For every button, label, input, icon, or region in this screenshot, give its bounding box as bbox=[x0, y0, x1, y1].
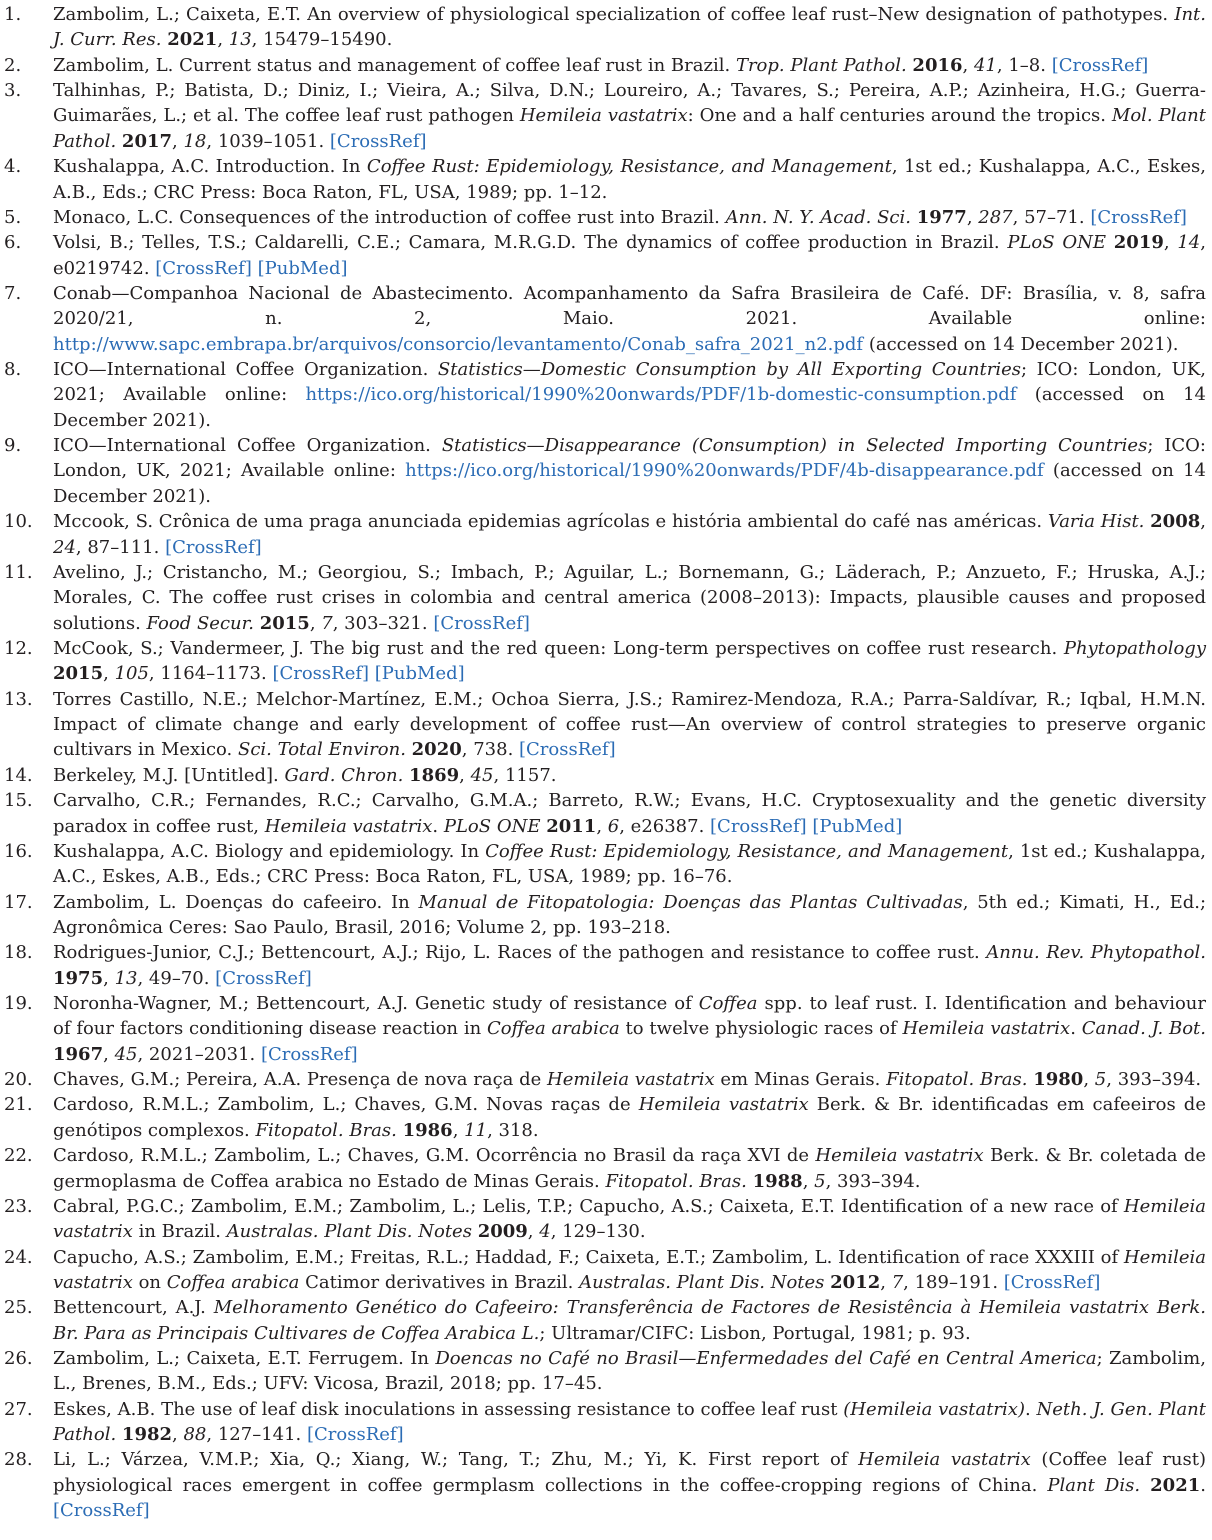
reference-text-segment: Carvalho, C.R.; Fernandes, R.C.; Carvalho, G.M.A.; Barreto, R.W.; Evans, H.C. Cryptosexuality and the genetic diversity paradox in coffee rust, bbox=[53, 790, 1206, 837]
italic-text: 105 bbox=[114, 663, 149, 685]
reference-item bbox=[0, 154, 1212, 205]
italic-text: Coffea arabica bbox=[487, 1018, 620, 1040]
italic-text: 18 bbox=[183, 130, 207, 152]
year-text: 2015 bbox=[53, 663, 104, 685]
reference-item bbox=[0, 1092, 1212, 1143]
reference-number: 23. bbox=[4, 1195, 33, 1217]
italic-text: 14 bbox=[1177, 232, 1201, 254]
year-text: 1986 bbox=[402, 1119, 453, 1141]
reference-text-segment: Berk. & Br. identificadas em cafeeiros de genótipos complexos. bbox=[53, 1094, 1206, 1141]
crossref-link[interactable]: [CrossRef] bbox=[165, 536, 262, 558]
italic-text: Doencas no Café no Brasil—Enfermedades del Café en Central America bbox=[435, 1348, 1097, 1370]
reference-number: 12. bbox=[4, 637, 33, 659]
reference-item bbox=[0, 1194, 1212, 1245]
reference-text-segment: Berkeley, M.J. [Untitled]. bbox=[53, 764, 285, 786]
italic-text: Hemileia vastatrix bbox=[547, 1069, 715, 1091]
italic-text: Hemileia vastatrix bbox=[858, 1449, 1031, 1471]
reference-text-segment: , 738. bbox=[461, 739, 520, 761]
reference-text-segment: , bbox=[172, 130, 184, 152]
italic-text: Coffea bbox=[698, 993, 758, 1015]
reference-text bbox=[53, 281, 1212, 357]
year-text: 1967 bbox=[53, 1043, 104, 1065]
italic-text: Australas. Plant Dis. Notes bbox=[579, 1271, 825, 1293]
year-text: 2008 bbox=[1150, 511, 1201, 533]
reference-number: 25. bbox=[4, 1297, 33, 1319]
reference-text-segment: . bbox=[1070, 1018, 1082, 1040]
reference-text bbox=[53, 890, 1212, 941]
reference-number: 11. bbox=[4, 561, 33, 583]
url-link[interactable]: https://ico.org/historical/1990%20onwards/PDF/4b-disappearance.pdf bbox=[405, 460, 1044, 482]
reference-text-segment: Bettencourt, A.J. bbox=[53, 1297, 214, 1319]
italic-text: Fitopatol. Bras. bbox=[605, 1170, 747, 1192]
reference-number: 6. bbox=[4, 232, 22, 254]
year-text: 2021 bbox=[1150, 1474, 1201, 1496]
italic-text: Manual de Fitopatologia: Doenças das Plantas Cultivadas bbox=[418, 891, 963, 913]
italic-text: Ann. N. Y. Acad. Sci. bbox=[725, 206, 911, 228]
crossref-link[interactable]: [CrossRef] bbox=[1003, 1271, 1101, 1293]
italic-text: Plant Dis. bbox=[1047, 1474, 1141, 1496]
reference-text-segment: ICO—International Coffee Organization. bbox=[53, 359, 438, 381]
reference-text bbox=[53, 1067, 1212, 1092]
crossref-link[interactable]: [CrossRef] bbox=[519, 739, 616, 761]
crossref-link[interactable]: [CrossRef] bbox=[710, 815, 807, 837]
reference-number: 17. bbox=[4, 891, 33, 913]
italic-text: Melhoramento Genético do Cafeeiro: Transferência de Factores de Resistência à Hemileia vastatrix Berk. Br. Para as Principais Cultivares de Coffea Arabica L. bbox=[53, 1297, 1206, 1344]
reference-text bbox=[53, 788, 1212, 839]
reference-text-segment: Noronha-Wagner, M.; Bettencourt, A.J. Genetic study of resistance of bbox=[53, 993, 699, 1015]
reference-text-segment: , bbox=[309, 612, 322, 634]
crossref-link[interactable]: [CrossRef] bbox=[1051, 54, 1149, 76]
url-link[interactable]: https://ico.org/historical/1990%20onwards/PDF/1b-domestic-consumption.pdf bbox=[305, 384, 1017, 406]
italic-text: 45 bbox=[114, 1043, 138, 1065]
reference-text-segment bbox=[1106, 232, 1114, 253]
italic-text: Hemileia vastatrix bbox=[815, 1145, 984, 1167]
reference-text-segment: ; Zambolim, L., Brenes, B.M., Eds.; UFV: Vicosa, Brazil, 2018; pp. 17–45. bbox=[53, 1348, 1206, 1395]
reference-text bbox=[53, 1245, 1212, 1296]
reference-text-segment: McCook, S.; Vandermeer, J. The big rust and the red queen: Long-term perspectives on coffee rust research. bbox=[53, 637, 1064, 659]
reference-text bbox=[53, 509, 1212, 560]
italic-text: Hemileia vastatrix bbox=[264, 815, 433, 837]
reference-text-segment: Volsi, B.; Telles, T.S.; Caldarelli, C.E.; Camara, M.R.G.D. The dynamics of coffee production in Brazil. bbox=[53, 232, 1008, 254]
reference-number: 18. bbox=[4, 942, 33, 964]
reference-item bbox=[0, 205, 1212, 230]
reference-text-segment: . bbox=[1200, 1474, 1206, 1496]
year-text: 1869 bbox=[409, 764, 460, 786]
reference-text-segment: Mccook, S. Crônica de uma praga anunciada epidemias agrícolas e história ambiental do café nas américas. bbox=[53, 511, 1048, 533]
reference-item bbox=[0, 230, 1212, 281]
reference-text-segment: (accessed on 14 December 2021). bbox=[53, 384, 1207, 431]
year-text: 2017 bbox=[121, 130, 173, 152]
reference-item bbox=[0, 1447, 1212, 1523]
italic-text: Statistics—Disappearance (Consumption) in Selected Importing Countries bbox=[441, 435, 1148, 457]
reference-item bbox=[0, 357, 1212, 433]
reference-item bbox=[0, 1397, 1212, 1448]
reference-item bbox=[0, 1245, 1212, 1296]
reference-text-segment: : One and a half centuries around the tropics. bbox=[687, 105, 1112, 127]
reference-number: 16. bbox=[4, 840, 33, 862]
reference-text-segment: , 393–394. bbox=[825, 1170, 921, 1192]
reference-number: 10. bbox=[4, 511, 33, 533]
reference-text-segment: Zambolim, L.; Caixeta, E.T. An overview of physiological specialization of coffee leaf rust–New designation of pathotypes. bbox=[53, 4, 1175, 25]
italic-text: Gard. Chron. bbox=[284, 764, 404, 786]
reference-text-segment: Kushalappa, A.C. Introduction. In bbox=[53, 156, 367, 178]
reference-text-segment: ; Ultramar/CIFC: Lisbon, Portugal, 1981; p. 93. bbox=[539, 1322, 971, 1344]
reference-text-segment: Eskes, A.B. The use of leaf disk inoculations in assessing resistance to coffee leaf rust bbox=[53, 1398, 844, 1420]
italic-text: Fitopatol. Bras. bbox=[255, 1119, 397, 1141]
italic-text: 6 bbox=[607, 815, 620, 837]
italic-text: Annu. Rev. Phytopathol. bbox=[986, 942, 1206, 964]
reference-text-segment: , bbox=[103, 1043, 115, 1065]
reference-text-segment: , bbox=[103, 967, 115, 989]
reference-number: 1. bbox=[4, 4, 22, 25]
reference-text-segment: ICO—International Coffee Organization. bbox=[53, 435, 442, 457]
reference-item bbox=[0, 1067, 1212, 1092]
crossref-link[interactable]: [CrossRef] bbox=[155, 257, 252, 279]
italic-text: Statistics—Domestic Consumption by All Exporting Countries bbox=[437, 359, 1021, 381]
reference-text-segment: , 49–70. bbox=[137, 967, 216, 989]
reference-text-segment: (accessed on 14 December 2021). bbox=[53, 460, 1206, 507]
italic-text: Coffee Rust: Epidemiology, Resistance, and Management bbox=[366, 156, 892, 178]
crossref-link[interactable]: [CrossRef] bbox=[433, 612, 530, 634]
reference-text-segment: . bbox=[432, 815, 444, 837]
reference-number: 15. bbox=[4, 790, 33, 812]
italic-text: PLoS ONE bbox=[443, 815, 541, 837]
year-text: 2009 bbox=[477, 1221, 528, 1243]
year-text: 2021 bbox=[167, 29, 218, 51]
reference-text-segment: ; ICO: London, UK, 2021; Available online: bbox=[53, 435, 1206, 482]
reference-text bbox=[53, 1143, 1212, 1194]
reference-number: 5. bbox=[4, 206, 22, 228]
reference-text bbox=[53, 560, 1212, 636]
reference-text-segment: em Minas Gerais. bbox=[714, 1069, 887, 1091]
italic-text: 287 bbox=[978, 206, 1013, 228]
reference-text-segment: , bbox=[172, 1424, 184, 1446]
crossref-link[interactable]: [CrossRef] bbox=[215, 967, 312, 989]
reference-text-segment: Zambolim, L. Doenças do cafeeiro. In bbox=[53, 891, 419, 913]
year-text: 2015 bbox=[259, 612, 310, 634]
italic-text: 5 bbox=[1094, 1069, 1107, 1091]
italic-text: Hemileia vastatrix bbox=[519, 105, 688, 127]
reference-text-segment: Li, L.; Várzea, V.M.P.; Xia, Q.; Xiang, W.; Tang, T.; Zhu, M.; Yi, K. First report of bbox=[53, 1449, 859, 1471]
year-text: 1980 bbox=[1033, 1069, 1084, 1091]
reference-text bbox=[53, 1194, 1212, 1245]
reference-text-segment: , bbox=[596, 815, 608, 837]
italic-text: Trop. Plant Pathol. bbox=[735, 54, 907, 76]
reference-text-segment: , 1st ed.; Kushalappa, A.C., Eskes, A.B., Eds.; CRC Press: Boca Raton, FL, USA, 1989; pp. 16–76. bbox=[53, 840, 1206, 888]
reference-text-segment: , bbox=[459, 764, 471, 786]
reference-text-segment: , bbox=[103, 663, 115, 685]
reference-number: 27. bbox=[4, 1398, 33, 1420]
reference-text-segment: , bbox=[1083, 1069, 1095, 1091]
reference-text-segment: in Brazil. bbox=[132, 1221, 227, 1243]
reference-text-segment: , 318. bbox=[487, 1119, 539, 1141]
reference-text-segment: , bbox=[1200, 511, 1206, 533]
reference-item bbox=[0, 1346, 1212, 1397]
reference-text-segment: Torres Castillo, N.E.; Melchor-Martínez, E.M.; Ochoa Sierra, J.S.; Ramirez-Mendoza, R.A.; Parra-Saldívar, R.; Iqbal, H.M.N. Impact of climate change and early development of coffee rust—An overview of control strategies to preserve organic cultivars in Mexico. bbox=[53, 688, 1206, 761]
reference-item bbox=[0, 687, 1212, 763]
reference-text bbox=[53, 1295, 1212, 1346]
reference-text-segment: , 5th ed.; Kimati, H., Ed.; Agronômica Ceres: Sao Paulo, Brasil, 2016; Volume 2, pp. 193–218. bbox=[53, 891, 1207, 938]
pubmed-link[interactable]: [PubMed] bbox=[812, 815, 903, 837]
italic-text: Neth. J. Gen. Plant Pathol. bbox=[53, 1398, 1206, 1446]
reference-item bbox=[0, 281, 1212, 357]
reference-text-segment: , bbox=[962, 54, 974, 76]
reference-number: 13. bbox=[4, 688, 33, 710]
reference-text bbox=[53, 1346, 1212, 1397]
year-text: 1982 bbox=[121, 1424, 173, 1446]
reference-text-segment: Talhinhas, P.; Batista, D.; Diniz, I.; Vieira, A.; Silva, D.N.; Loureiro, A.; Tavares, S.; Pereira, A.P.; Azinheira, H.G.; Guerra-Guimarães, L.; et al. The coffee leaf rust pathogen bbox=[53, 80, 1206, 127]
year-text: 2011 bbox=[546, 815, 597, 837]
crossref-link[interactable]: [CrossRef] bbox=[1090, 206, 1187, 228]
reference-item bbox=[0, 560, 1212, 636]
reference-number: 26. bbox=[4, 1348, 33, 1370]
reference-number: 4. bbox=[4, 156, 22, 178]
reference-text-segment: Monaco, L.C. Consequences of the introduction of coffee rust into Brazil. bbox=[53, 206, 726, 228]
reference-text bbox=[53, 940, 1212, 991]
reference-text-segment: (Coffee leaf rust) physiological races emergent in coffee germplasm collections in the coffee-cropping regions of China. bbox=[53, 1449, 1206, 1496]
italic-text: Fitopatol. Bras. bbox=[886, 1069, 1028, 1091]
reference-text-segment: , 129–130. bbox=[550, 1221, 646, 1243]
italic-text: Canad. J. Bot. bbox=[1081, 1018, 1206, 1040]
reference-text-segment: Rodrigues-Junior, C.J.; Bettencourt, A.J.; Rijo, L. Races of the pathogen and resistance to coffee rust. bbox=[53, 942, 987, 964]
crossref-link[interactable]: [CrossRef] bbox=[272, 663, 370, 685]
reference-text-segment: , bbox=[966, 206, 979, 228]
reference-text bbox=[53, 763, 1212, 788]
reference-item bbox=[0, 788, 1212, 839]
italic-text: Sci. Total Environ. bbox=[238, 739, 406, 761]
url-link[interactable]: http://www.sapc.embrapa.br/arquivos/consorcio/levantamento/Conab_safra_2021_n2.pdf bbox=[53, 333, 864, 355]
reference-text-segment: (accessed on 14 December 2021). bbox=[863, 333, 1179, 355]
italic-text: 13 bbox=[114, 967, 138, 989]
reference-text-segment: , 303–321. bbox=[332, 612, 434, 634]
reference-text bbox=[53, 1397, 1212, 1448]
reference-text-segment: , 1157. bbox=[493, 764, 557, 786]
reference-number: 22. bbox=[4, 1145, 33, 1167]
reference-text-segment: on bbox=[132, 1271, 167, 1293]
reference-item bbox=[0, 1143, 1212, 1194]
reference-number: 19. bbox=[4, 993, 33, 1015]
reference-number: 20. bbox=[4, 1069, 33, 1091]
reference-text-segment: , bbox=[880, 1271, 892, 1293]
reference-number: 21. bbox=[4, 1094, 33, 1116]
pubmed-link[interactable]: [PubMed] bbox=[374, 663, 465, 685]
reference-number: 9. bbox=[4, 435, 22, 457]
reference-text bbox=[53, 230, 1212, 281]
italic-text: 5 bbox=[814, 1170, 826, 1192]
reference-text-segment: , 1–8. bbox=[996, 54, 1052, 76]
italic-text: Coffee Rust: Epidemiology, Resistance, and Management bbox=[485, 840, 1009, 862]
year-text: 2016 bbox=[912, 54, 963, 76]
reference-text-segment: spp. to leaf rust. I. Identification and behaviour of four factors conditioning disease reaction in bbox=[53, 993, 1207, 1040]
crossref-link[interactable]: [CrossRef] bbox=[53, 1500, 150, 1522]
reference-text-segment: , 1039–1051. bbox=[206, 130, 330, 152]
reference-text bbox=[53, 687, 1212, 763]
reference-text-segment: , bbox=[527, 1221, 540, 1243]
italic-text: Varia Hist. bbox=[1047, 511, 1145, 533]
reference-item bbox=[0, 78, 1212, 154]
pubmed-link[interactable]: [PubMed] bbox=[257, 257, 348, 279]
italic-text: 24 bbox=[53, 536, 76, 558]
reference-text-segment: , bbox=[1163, 232, 1178, 254]
italic-text: (Hemileia vastatrix) bbox=[843, 1398, 1025, 1420]
reference-text-segment: Avelino, J.; Cristancho, M.; Georgiou, S.; Imbach, P.; Aguilar, L.; Bornemann, G.; Läderach, P.; Anzueto, F.; Hruska, A.J.; Morales, C. The coffee rust crises in colombia and central america (2008–2013): Impacts, plausible causes and proposed solutions. bbox=[53, 561, 1206, 634]
reference-text bbox=[53, 991, 1212, 1067]
reference-text-segment: , 87–111. bbox=[75, 536, 166, 558]
crossref-link[interactable]: [CrossRef] bbox=[329, 130, 427, 152]
reference-item bbox=[0, 991, 1212, 1067]
italic-text: 7 bbox=[321, 612, 333, 634]
reference-item bbox=[0, 636, 1212, 687]
reference-text-segment: , 393–394. bbox=[1106, 1069, 1202, 1091]
reference-item bbox=[0, 1295, 1212, 1346]
reference-item bbox=[0, 890, 1212, 941]
reference-text-segment: , 189–191. bbox=[903, 1271, 1004, 1293]
reference-text-segment: Chaves, G.M.; Pereira, A.A. Presença de nova raça de bbox=[53, 1069, 548, 1091]
reference-number: 8. bbox=[4, 359, 22, 381]
reference-text bbox=[53, 433, 1212, 509]
reference-list bbox=[0, 2, 1212, 1524]
reference-text-segment: , 2021–2031. bbox=[137, 1043, 261, 1065]
reference-text bbox=[53, 1092, 1212, 1143]
italic-text: 4 bbox=[539, 1221, 551, 1243]
italic-text: 13 bbox=[228, 29, 252, 51]
reference-number: 28. bbox=[4, 1449, 33, 1471]
reference-text-segment: , e26387. bbox=[619, 815, 711, 837]
reference-text-segment: . bbox=[1024, 1398, 1037, 1420]
reference-item bbox=[0, 433, 1212, 509]
italic-text: Int. J. Curr. Res. bbox=[53, 4, 1206, 51]
reference-text-segment: Cardoso, R.M.L.; Zambolim, L.; Chaves, G.M. Novas raças de bbox=[53, 1094, 639, 1116]
reference-text-segment: Zambolim, L. Current status and management of coffee leaf rust in Brazil. bbox=[53, 54, 736, 76]
reference-text-segment: , 15479–15490. bbox=[251, 29, 393, 51]
reference-item bbox=[0, 839, 1212, 890]
reference-text-segment: , bbox=[452, 1119, 465, 1141]
year-text: 2012 bbox=[830, 1271, 881, 1293]
reference-text-segment: Catimor derivatives in Brazil. bbox=[299, 1271, 580, 1293]
reference-text bbox=[53, 357, 1212, 433]
reference-text-segment: Kushalappa, A.C. Biology and epidemiology. In bbox=[53, 840, 486, 862]
year-text: 2020 bbox=[411, 739, 462, 761]
reference-text bbox=[53, 53, 1212, 78]
reference-text-segment: Zambolim, L.; Caixeta, E.T. Ferrugem. In bbox=[53, 1348, 436, 1370]
reference-text-segment: ; ICO: London, UK, 2021; Available online: bbox=[53, 359, 1206, 406]
reference-text-segment: Cabral, P.G.C.; Zambolim, E.M.; Zambolim, L.; Lelis, T.P.; Capucho, A.S.; Caixeta, E.T. Identification of a new race of bbox=[53, 1195, 1124, 1217]
italic-text: Phytopathology bbox=[1063, 637, 1206, 659]
reference-item bbox=[0, 763, 1212, 788]
italic-text: 11 bbox=[464, 1119, 488, 1141]
reference-text-segment: to twelve physiologic races of bbox=[619, 1018, 903, 1040]
reference-number: 14. bbox=[4, 764, 33, 786]
crossref-link[interactable]: [CrossRef] bbox=[307, 1424, 404, 1446]
reference-item bbox=[0, 509, 1212, 560]
crossref-link[interactable]: [CrossRef] bbox=[260, 1043, 358, 1065]
year-text: 2019 bbox=[1113, 232, 1164, 254]
year-text: 1977 bbox=[916, 206, 967, 228]
reference-text-segment: Conab—Companhoa Nacional de Abastecimento. Acompanhamento da Safra Brasileira de Café. DF: Brasília, v. 8, safra 2020/21, n. 2, Maio. 2021. Available online: bbox=[53, 282, 1206, 330]
italic-text: 41 bbox=[973, 54, 997, 76]
italic-text: Food Secur. bbox=[146, 612, 254, 634]
reference-text bbox=[53, 205, 1212, 230]
italic-text: Coffea arabica bbox=[166, 1271, 300, 1293]
reference-item bbox=[0, 940, 1212, 991]
year-text: 1988 bbox=[752, 1170, 803, 1192]
reference-text bbox=[53, 1447, 1212, 1523]
italic-text: Mol. Plant Pathol. bbox=[53, 105, 1206, 152]
reference-text bbox=[53, 839, 1212, 890]
reference-number: 2. bbox=[4, 54, 22, 76]
reference-item bbox=[0, 53, 1212, 78]
reference-item bbox=[0, 2, 1212, 53]
reference-text-segment: , 57–71. bbox=[1012, 206, 1091, 228]
reference-number: 3. bbox=[4, 80, 22, 102]
reference-text-segment: Berk. & Br. coletada de germoplasma de Coffea arabica no Estado de Minas Gerais. bbox=[53, 1145, 1206, 1192]
reference-text-segment: Capucho, A.S.; Zambolim, E.M.; Freitas, R.L.; Haddad, F.; Caixeta, E.T.; Zambolim, L. Identification of race XXXIII of bbox=[53, 1246, 1124, 1268]
reference-text-segment: , 1st ed.; Kushalappa, A.C., Eskes, A.B., Eds.; CRC Press: Boca Raton, FL, USA, 1989; pp. 1–12. bbox=[53, 156, 1206, 203]
italic-text: Australas. Plant Dis. Notes bbox=[226, 1221, 472, 1243]
reference-number: 7. bbox=[4, 282, 22, 304]
reference-number: 24. bbox=[4, 1246, 33, 1268]
reference-text-segment: Cardoso, R.M.L.; Zambolim, L.; Chaves, G.M. Ocorrência no Brasil da raça XVI de bbox=[53, 1145, 816, 1167]
reference-text-segment: , 127–141. bbox=[206, 1424, 307, 1446]
italic-text: Hemileia vastatrix bbox=[53, 1246, 1206, 1293]
reference-text bbox=[53, 78, 1212, 154]
reference-text-segment: , bbox=[802, 1170, 815, 1192]
reference-text-segment bbox=[1140, 1475, 1150, 1496]
italic-text: 88 bbox=[183, 1424, 207, 1446]
reference-text bbox=[53, 636, 1212, 687]
reference-text-segment: , 1164–1173. bbox=[148, 663, 273, 685]
year-text: 1975 bbox=[53, 967, 104, 989]
italic-text: 45 bbox=[470, 764, 494, 786]
italic-text: PLoS ONE bbox=[1007, 232, 1106, 254]
italic-text: Hemileia vastatrix bbox=[902, 1018, 1071, 1040]
reference-text bbox=[53, 2, 1212, 53]
reference-text bbox=[53, 154, 1212, 205]
italic-text: Hemileia vastatrix bbox=[53, 1195, 1206, 1243]
italic-text: Hemileia vastatrix bbox=[638, 1094, 809, 1116]
italic-text: 7 bbox=[891, 1271, 904, 1293]
reference-text-segment: , bbox=[217, 29, 229, 51]
reference-text-segment: , e0219742. bbox=[53, 232, 1206, 279]
